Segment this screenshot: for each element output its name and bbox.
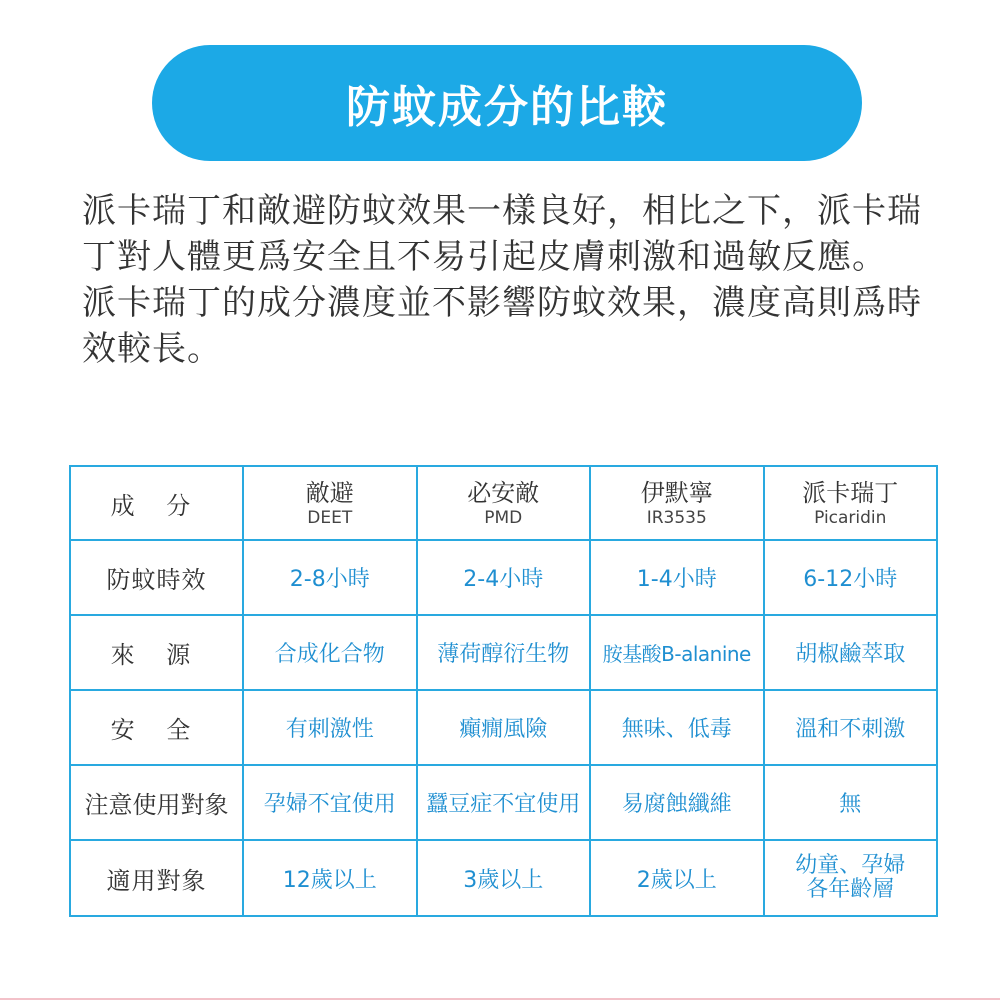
table-cell: 合成化合物 <box>243 615 417 690</box>
column-header-ir3535 <box>590 466 764 540</box>
table-row-safety <box>70 690 937 765</box>
table-row-caution <box>70 765 937 840</box>
column-sub: Picaridin <box>814 508 887 528</box>
column-sub: PMD <box>484 508 523 528</box>
intro-text <box>82 188 932 372</box>
row-label: 來 源 <box>70 615 243 690</box>
column-name: 派卡瑞丁 <box>802 479 899 507</box>
table-cell: 1-4小時 <box>590 540 764 615</box>
table-row-source <box>70 615 937 690</box>
table-cell <box>764 840 938 916</box>
table-cell: 有刺激性 <box>243 690 417 765</box>
table-cell: 易腐蝕纖維 <box>590 765 764 840</box>
table-cell: 薄荷醇衍生物 <box>417 615 591 690</box>
column-name: 必安敵 <box>467 479 540 507</box>
row-label: 安 全 <box>70 690 243 765</box>
table-cell: 3歲以上 <box>417 840 591 916</box>
title-banner <box>152 45 862 161</box>
page-title: 防蚊成分的比較 <box>346 82 668 133</box>
table-row-audience <box>70 840 937 916</box>
table-cell: 孕婦不宜使用 <box>243 765 417 840</box>
corner-label: 成 分 <box>70 466 243 540</box>
row-label: 注意使用對象 <box>70 765 243 840</box>
table-cell: 癲癇風險 <box>417 690 591 765</box>
table-row-duration <box>70 540 937 615</box>
table-cell: 6-12小時 <box>764 540 938 615</box>
column-header-deet <box>243 466 417 540</box>
table-cell: 12歲以上 <box>243 840 417 916</box>
column-sub: IR3535 <box>646 508 707 528</box>
table-header-row <box>70 466 937 540</box>
cell-line: 幼童、孕婦 <box>795 853 906 878</box>
table-cell: 2-4小時 <box>417 540 591 615</box>
table-cell: 蠶豆症不宜使用 <box>417 765 591 840</box>
table-cell: 溫和不刺激 <box>764 690 938 765</box>
column-name: 敵避 <box>305 479 354 507</box>
comparison-table <box>69 465 938 917</box>
row-label: 適用對象 <box>70 840 243 916</box>
column-header-pmd <box>417 466 591 540</box>
intro-paragraph-1: 派卡瑞丁和敵避防蚊效果一樣良好，相比之下，派卡瑞丁對人體更爲安全且不易引起皮膚刺激和過敏反應。 <box>82 191 922 277</box>
row-label: 防蚊時效 <box>70 540 243 615</box>
column-name: 伊默寧 <box>640 479 713 507</box>
column-header-picaridin <box>764 466 938 540</box>
table-cell: 無味、低毒 <box>590 690 764 765</box>
cell-line: 各年齡層 <box>806 877 895 902</box>
table-cell: 2歲以上 <box>590 840 764 916</box>
column-sub: DEET <box>307 508 353 528</box>
table-cell: 胺基酸B-alanine <box>590 615 764 690</box>
table-cell: 無 <box>764 765 938 840</box>
table-cell: 胡椒鹼萃取 <box>764 615 938 690</box>
table-cell: 2-8小時 <box>243 540 417 615</box>
intro-paragraph-2: 派卡瑞丁的成分濃度並不影響防蚊效果，濃度高則爲時效較長。 <box>82 283 922 369</box>
